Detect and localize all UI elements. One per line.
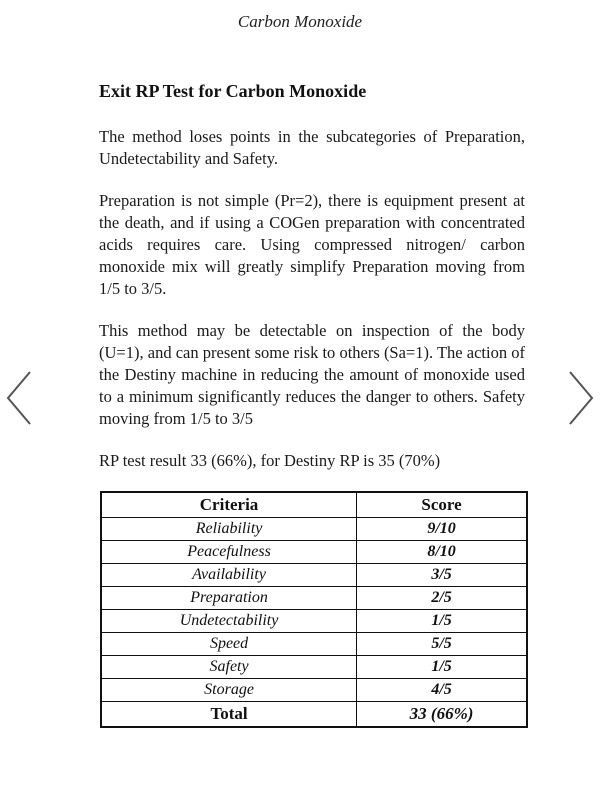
- rp-test-result: RP test result 33 (66%), for Destiny RP is 35 (70%): [99, 451, 441, 470]
- table-row: [101, 587, 527, 610]
- score-cell: 4/5: [357, 679, 527, 702]
- section-title: Exit RP Test for Carbon Monoxide: [99, 81, 367, 101]
- chevron-left-icon: [4, 368, 34, 428]
- criteria-cell: Availability: [101, 564, 357, 587]
- criteria-cell: Safety: [101, 656, 357, 679]
- score-cell: 5/5: [357, 633, 527, 656]
- criteria-cell: Reliability: [101, 518, 357, 541]
- table-header-row: [101, 492, 527, 518]
- score-cell: 1/5: [357, 656, 527, 679]
- paragraph-preparation: Preparation is not simple (Pr=2), there is equipment present at the death, and if using a COGen preparation with concentrated acids requires care. Using compressed nitrogen/ carbon monoxide mix will greatly simplify Preparation moving from 1/5 to 3/5.: [99, 191, 525, 298]
- table-row: [101, 541, 527, 564]
- paragraph-safety: This method may be detectable on inspection of the body (U=1), and can present some risk to others (Sa=1). The action of the Destiny machine in reducing the amount of monoxide used to a minimum significantly reduces the danger to others. Safety moving from 1/5 to 3/5: [99, 321, 525, 428]
- table-row: [101, 610, 527, 633]
- criteria-cell: Peacefulness: [101, 541, 357, 564]
- total-label: Total: [101, 702, 357, 728]
- score-cell: 2/5: [357, 587, 527, 610]
- score-cell: 3/5: [357, 564, 527, 587]
- score-cell: 9/10: [357, 518, 527, 541]
- table-row: [101, 679, 527, 702]
- criteria-cell: Storage: [101, 679, 357, 702]
- score-cell: 1/5: [357, 610, 527, 633]
- criteria-cell: Speed: [101, 633, 357, 656]
- paragraph-summary: The method loses points in the subcategories of Preparation, Undetectability and Safety.: [99, 127, 525, 168]
- criteria-cell: Preparation: [101, 587, 357, 610]
- table-row: [101, 656, 527, 679]
- header-score: Score: [357, 492, 527, 518]
- chevron-right-icon: [566, 368, 596, 428]
- score-cell: 8/10: [357, 541, 527, 564]
- next-page-button[interactable]: [566, 368, 596, 428]
- page-content: [99, 81, 525, 492]
- criteria-cell: Undetectability: [101, 610, 357, 633]
- table-row: [101, 633, 527, 656]
- previous-page-button[interactable]: [4, 368, 34, 428]
- total-row: [101, 702, 527, 728]
- score-table: [100, 491, 528, 728]
- running-header: Carbon Monoxide: [237, 12, 363, 31]
- header-criteria: Criteria: [101, 492, 357, 518]
- total-score: 33 (66%): [357, 702, 527, 728]
- table-row: [101, 518, 527, 541]
- table-row: [101, 564, 527, 587]
